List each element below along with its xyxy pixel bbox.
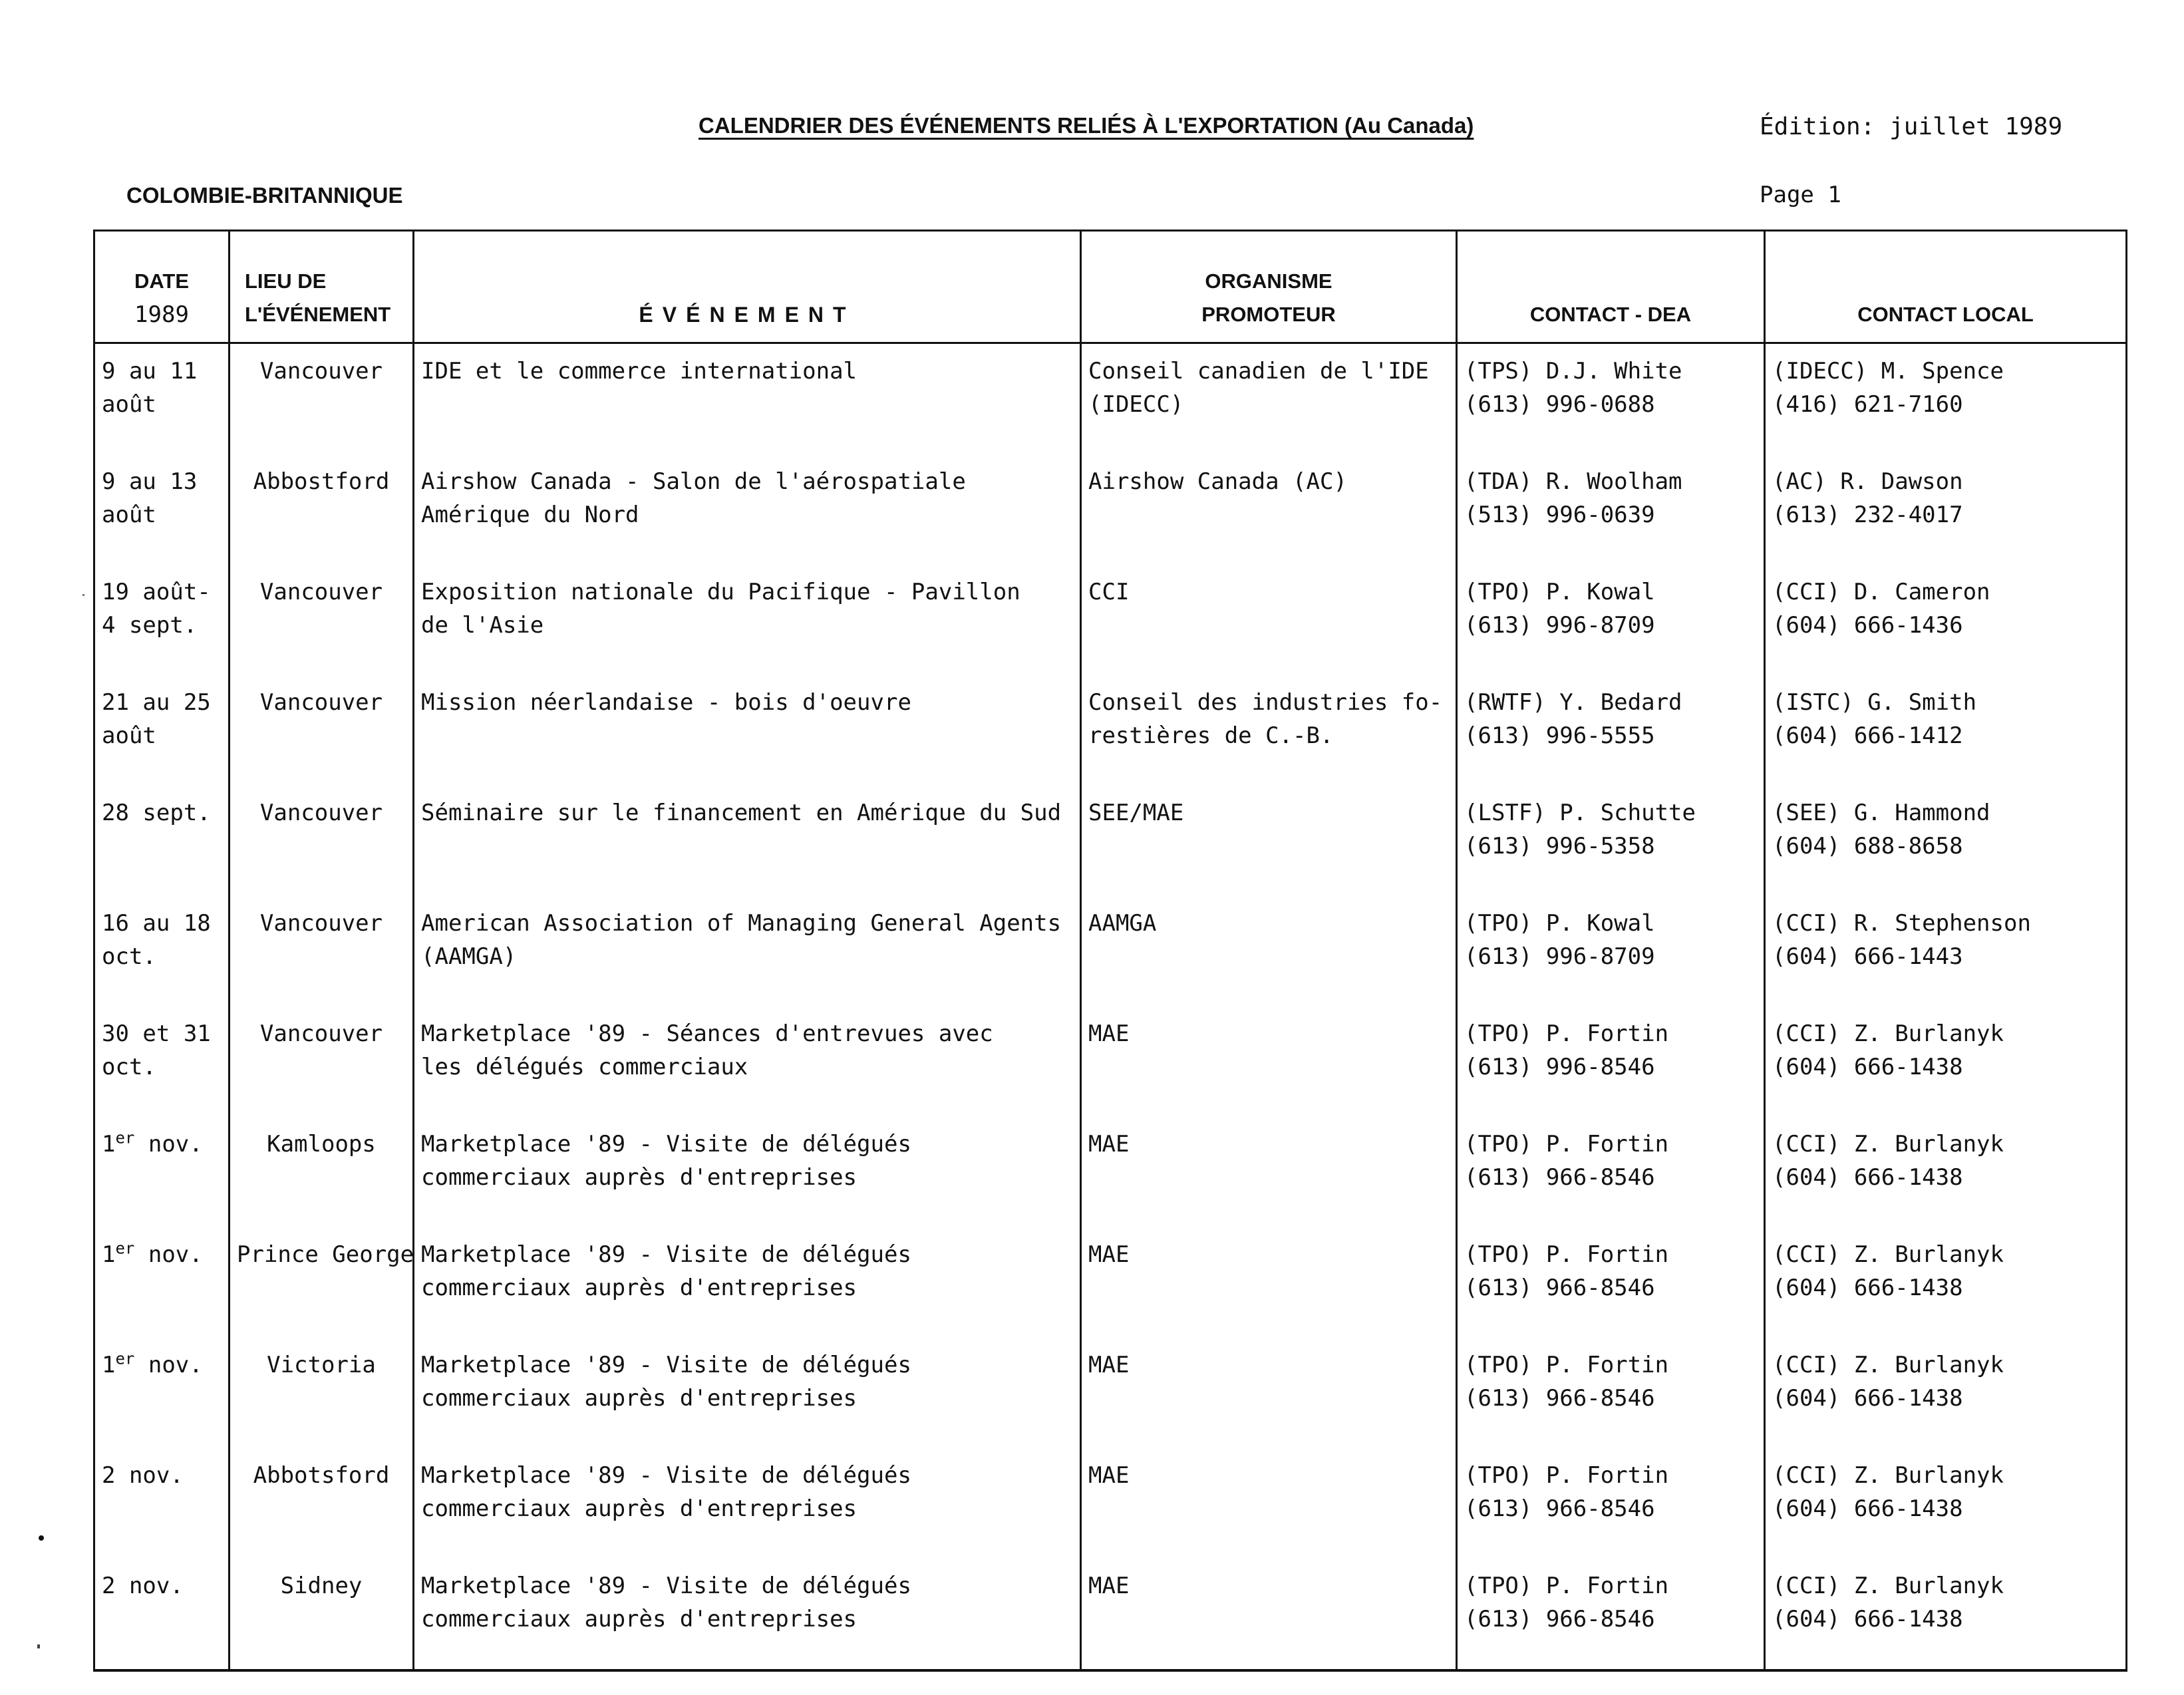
- cell-date: [94, 1006, 230, 1117]
- cell-lieu: [230, 454, 414, 565]
- cell-contact-dea-line: (513) 996-0639: [1464, 502, 1655, 528]
- cell-contact-local-line: (604) 666-1438: [1772, 1054, 1963, 1080]
- cell-organisme-line: SEE/MAE: [1088, 800, 1184, 826]
- cell-date: [94, 1227, 230, 1338]
- cell-lieu: [230, 1227, 414, 1338]
- cell-lieu: [230, 1006, 414, 1117]
- cell-contact-local-line: (604) 666-1436: [1772, 612, 1963, 639]
- header-organisme-line2: PROMOTEUR: [1201, 303, 1336, 326]
- table-row: [94, 675, 2127, 786]
- cell-evenement: [414, 896, 1081, 1006]
- cell-contact-dea: [1457, 1559, 1765, 1670]
- cell-evenement-line: Marketplace '89 - Visite de délégués: [421, 1241, 911, 1268]
- cell-contact-dea-line: (RWTF) Y. Bedard: [1464, 689, 1682, 716]
- cell-contact-local-line: (604) 666-1438: [1772, 1275, 1963, 1301]
- cell-contact-dea: [1457, 565, 1765, 675]
- cell-evenement: [414, 1338, 1081, 1448]
- cell-organisme-line: Conseil des industries fo-: [1088, 689, 1443, 716]
- cell-contact-dea-line: (613) 966-8546: [1464, 1606, 1655, 1632]
- cell-date-line: 21 au 25: [102, 689, 211, 716]
- cell-organisme-line: AAMGA: [1088, 910, 1157, 937]
- cell-date-line: août: [102, 502, 156, 528]
- cell-contact-dea-line: (LSTF) P. Schutte: [1464, 800, 1696, 826]
- cell-contact-dea: [1457, 1227, 1765, 1338]
- cell-contact-dea: [1457, 1448, 1765, 1559]
- cell-contact-local-line: (604) 666-1443: [1772, 943, 1963, 970]
- cell-evenement-line: commerciaux auprès d'entreprises: [421, 1385, 858, 1412]
- table-row: [94, 786, 2127, 896]
- cell-contact-dea: [1457, 1117, 1765, 1227]
- edition-date: Édition: juillet 1989: [1760, 113, 2063, 140]
- cell-evenement-line: Marketplace '89 - Visite de délégués: [421, 1462, 911, 1489]
- cell-evenement: [414, 1117, 1081, 1227]
- cell-date: [94, 675, 230, 786]
- header-organisme: [1081, 231, 1457, 343]
- cell-contact-local-line: (SEE) G. Hammond: [1772, 800, 1990, 826]
- cell-date-line: août: [102, 391, 156, 418]
- cell-contact-dea: [1457, 675, 1765, 786]
- table-row: [94, 343, 2127, 455]
- events-table: [93, 230, 2127, 1672]
- cell-date: [94, 1448, 230, 1559]
- header-lieu-line1: LIEU DE: [245, 269, 327, 293]
- cell-date: [94, 454, 230, 565]
- cell-evenement: [414, 1559, 1081, 1670]
- cell-organisme: [1081, 1006, 1457, 1117]
- cell-organisme: [1081, 786, 1457, 896]
- cell-contact-local-line: (IDECC) M. Spence: [1772, 358, 2004, 385]
- header-lieu-line2: L'ÉVÉNEMENT: [245, 303, 391, 326]
- cell-evenement-line: Séminaire sur le financement en Amérique du Sud: [421, 800, 1062, 826]
- cell-lieu-text: Sidney: [280, 1573, 363, 1599]
- cell-evenement: [414, 343, 1081, 455]
- header-contact-dea: CONTACT - DEA: [1457, 231, 1765, 343]
- cell-contact-dea-line: (613) 996-8709: [1464, 612, 1655, 639]
- cell-evenement-line: commerciaux auprès d'entreprises: [421, 1606, 858, 1632]
- cell-contact-dea-line: (613) 996-0688: [1464, 391, 1655, 418]
- header-date-year: 1989: [134, 301, 189, 328]
- cell-date-line: 4 sept.: [102, 612, 198, 639]
- cell-date-line: 16 au 18: [102, 910, 211, 937]
- cell-organisme-line: CCI: [1088, 579, 1130, 605]
- cell-organisme-line: restières de C.-B.: [1088, 722, 1334, 749]
- header-date-label: DATE: [134, 269, 190, 293]
- cell-contact-local: [1765, 896, 2127, 1006]
- date-text: [102, 1128, 222, 1161]
- cell-date-line: 30 et 31: [102, 1020, 211, 1047]
- cell-date-line: oct.: [102, 943, 156, 970]
- cell-evenement: [414, 786, 1081, 896]
- table-row: [94, 1448, 2127, 1559]
- cell-date: [94, 343, 230, 455]
- cell-lieu-text: Vancouver: [259, 358, 383, 385]
- cell-organisme-line: MAE: [1088, 1241, 1130, 1268]
- table-row: [94, 565, 2127, 675]
- scan-mark: [39, 1535, 44, 1541]
- cell-contact-local: [1765, 1006, 2127, 1117]
- cell-contact-local-line: (CCI) Z. Burlanyk: [1772, 1131, 2004, 1157]
- cell-lieu-text: Vancouver: [259, 910, 383, 937]
- cell-evenement-line: commerciaux auprès d'entreprises: [421, 1495, 858, 1522]
- cell-date: [94, 1559, 230, 1670]
- date-ordinal: er: [115, 1349, 135, 1368]
- cell-contact-local: [1765, 1448, 2127, 1559]
- cell-organisme-line: (IDECC): [1088, 391, 1184, 418]
- cell-evenement-line: Marketplace '89 - Visite de délégués: [421, 1131, 911, 1157]
- cell-evenement: [414, 1227, 1081, 1338]
- cell-organisme-line: Conseil canadien de l'IDE: [1088, 358, 1429, 385]
- cell-evenement-line: Mission néerlandaise - bois d'oeuvre: [421, 689, 911, 716]
- cell-contact-dea-line: (TPO) P. Kowal: [1464, 910, 1655, 937]
- cell-organisme: [1081, 1448, 1457, 1559]
- cell-date-line: 2 nov.: [102, 1462, 184, 1489]
- cell-contact-local: [1765, 675, 2127, 786]
- date-day: 1: [102, 1352, 116, 1378]
- cell-evenement-line: commerciaux auprès d'entreprises: [421, 1164, 858, 1191]
- province-heading: COLOMBIE-BRITANNIQUE: [126, 183, 403, 208]
- cell-organisme: [1081, 454, 1457, 565]
- cell-contact-local-line: (604) 666-1412: [1772, 722, 1963, 749]
- cell-contact-local-line: (604) 666-1438: [1772, 1164, 1963, 1191]
- table-row: [94, 1338, 2127, 1448]
- cell-organisme: [1081, 1559, 1457, 1670]
- cell-organisme: [1081, 565, 1457, 675]
- cell-contact-local-line: (CCI) Z. Burlanyk: [1772, 1352, 2004, 1378]
- header-organisme-line1: ORGANISME: [1205, 269, 1332, 293]
- cell-evenement-line: (AAMGA): [421, 943, 517, 970]
- date-day: 1: [102, 1131, 116, 1157]
- cell-contact-local: [1765, 454, 2127, 565]
- document-title: CALENDRIER DES ÉVÉNEMENTS RELIÉS À L'EXPORTATION (Au Canada): [699, 113, 1474, 138]
- cell-evenement-line: Marketplace '89 - Visite de délégués: [421, 1573, 911, 1599]
- cell-organisme: [1081, 896, 1457, 1006]
- cell-organisme-line: MAE: [1088, 1573, 1130, 1599]
- cell-lieu: [230, 343, 414, 455]
- cell-contact-dea-line: (TPS) D.J. White: [1464, 358, 1682, 385]
- cell-lieu: [230, 786, 414, 896]
- page-number: Page 1: [1760, 182, 1841, 208]
- cell-lieu: [230, 675, 414, 786]
- cell-contact-local-line: (CCI) Z. Burlanyk: [1772, 1573, 2004, 1599]
- cell-contact-dea-line: (613) 966-8546: [1464, 1385, 1655, 1412]
- cell-date-line: oct.: [102, 1054, 156, 1080]
- cell-contact-local: [1765, 343, 2127, 455]
- cell-lieu-text: Vancouver: [259, 1020, 383, 1047]
- cell-contact-local-line: (604) 666-1438: [1772, 1385, 1963, 1412]
- cell-contact-local: [1765, 1338, 2127, 1448]
- cell-contact-dea-line: (TPO) P. Fortin: [1464, 1573, 1669, 1599]
- date-month: nov.: [134, 1241, 203, 1268]
- cell-lieu: [230, 1448, 414, 1559]
- cell-evenement: [414, 675, 1081, 786]
- cell-evenement-line: Exposition nationale du Pacifique - Pavillon: [421, 579, 1020, 605]
- scan-mark: [82, 594, 84, 596]
- date-day: 1: [102, 1241, 116, 1268]
- scan-mark: [37, 1644, 40, 1648]
- cell-organisme-line: MAE: [1088, 1352, 1130, 1378]
- table-header-row: [94, 231, 2127, 343]
- cell-evenement-line: les délégués commerciaux: [421, 1054, 748, 1080]
- cell-evenement: [414, 1448, 1081, 1559]
- cell-date-line: 19 août-: [102, 579, 211, 605]
- cell-contact-local-line: (CCI) Z. Burlanyk: [1772, 1241, 2004, 1268]
- cell-lieu: [230, 1338, 414, 1448]
- table-row: [94, 1559, 2127, 1670]
- cell-contact-dea: [1457, 896, 1765, 1006]
- cell-contact-dea: [1457, 786, 1765, 896]
- cell-contact-local-line: (416) 621-7160: [1772, 391, 1963, 418]
- cell-evenement-line: IDE et le commerce international: [421, 358, 858, 385]
- cell-lieu-text: Prince George: [237, 1241, 414, 1268]
- table-row: [94, 896, 2127, 1006]
- cell-lieu-text: Abbotsford: [253, 1462, 390, 1489]
- cell-organisme: [1081, 1117, 1457, 1227]
- cell-contact-local-line: (CCI) R. Stephenson: [1772, 910, 2031, 937]
- cell-date: [94, 1117, 230, 1227]
- date-month: nov.: [134, 1131, 203, 1157]
- cell-contact-local-line: (CCI) D. Cameron: [1772, 579, 1990, 605]
- cell-contact-local: [1765, 1559, 2127, 1670]
- cell-evenement: [414, 1006, 1081, 1117]
- cell-contact-dea-line: (613) 996-5358: [1464, 833, 1655, 859]
- cell-lieu: [230, 1117, 414, 1227]
- cell-evenement-line: Marketplace '89 - Séances d'entrevues avec: [421, 1020, 993, 1047]
- cell-date: [94, 565, 230, 675]
- cell-evenement-line: Marketplace '89 - Visite de délégués: [421, 1352, 911, 1378]
- date-text: [102, 1238, 222, 1271]
- cell-contact-local-line: (604) 688-8658: [1772, 833, 1963, 859]
- cell-lieu: [230, 565, 414, 675]
- date-month: nov.: [134, 1352, 203, 1378]
- cell-contact-dea: [1457, 343, 1765, 455]
- cell-evenement-line: Airshow Canada - Salon de l'aérospatiale: [421, 468, 966, 495]
- cell-organisme: [1081, 675, 1457, 786]
- cell-lieu-text: Kamloops: [267, 1131, 376, 1157]
- cell-lieu: [230, 1559, 414, 1670]
- cell-contact-dea-line: (613) 966-8546: [1464, 1495, 1655, 1522]
- cell-organisme: [1081, 1338, 1457, 1448]
- table-row: [94, 1117, 2127, 1227]
- cell-contact-dea-line: (613) 996-8546: [1464, 1054, 1655, 1080]
- cell-contact-dea-line: (613) 966-8546: [1464, 1275, 1655, 1301]
- cell-contact-local-line: (604) 666-1438: [1772, 1606, 1963, 1632]
- cell-date-line: 28 sept.: [102, 800, 211, 826]
- table-row: [94, 1006, 2127, 1117]
- cell-organisme-line: Airshow Canada (AC): [1088, 468, 1347, 495]
- cell-contact-dea: [1457, 1338, 1765, 1448]
- cell-contact-dea-line: (TPO) P. Kowal: [1464, 579, 1655, 605]
- header-lieu: [230, 231, 414, 343]
- cell-contact-local: [1765, 1117, 2127, 1227]
- cell-date-line: 2 nov.: [102, 1573, 184, 1599]
- header-date: [94, 231, 230, 343]
- cell-evenement: [414, 454, 1081, 565]
- cell-date-line: 9 au 13: [102, 468, 198, 495]
- cell-contact-dea-line: (TPO) P. Fortin: [1464, 1462, 1669, 1489]
- cell-organisme-line: MAE: [1088, 1131, 1130, 1157]
- cell-contact-dea: [1457, 454, 1765, 565]
- cell-evenement-line: American Association of Managing General Agents: [421, 910, 1062, 937]
- cell-evenement-line: de l'Asie: [421, 612, 544, 639]
- cell-contact-dea: [1457, 1006, 1765, 1117]
- cell-contact-dea-line: (613) 966-8546: [1464, 1164, 1655, 1191]
- cell-lieu-text: Victoria: [267, 1352, 376, 1378]
- cell-date-line: 9 au 11: [102, 358, 198, 385]
- header-contact-local: CONTACT LOCAL: [1765, 231, 2127, 343]
- cell-lieu-text: Vancouver: [259, 800, 383, 826]
- table-row: [94, 1227, 2127, 1338]
- cell-contact-local-line: (CCI) Z. Burlanyk: [1772, 1462, 2004, 1489]
- cell-organisme-line: MAE: [1088, 1462, 1130, 1489]
- cell-contact-dea-line: (TPO) P. Fortin: [1464, 1020, 1669, 1047]
- cell-date-line: août: [102, 722, 156, 749]
- cell-lieu-text: Abbostford: [253, 468, 390, 495]
- cell-contact-local-line: (613) 232-4017: [1772, 502, 1963, 528]
- cell-contact-local: [1765, 565, 2127, 675]
- cell-contact-dea-line: (613) 996-8709: [1464, 943, 1655, 970]
- cell-contact-local-line: (CCI) Z. Burlanyk: [1772, 1020, 2004, 1047]
- cell-evenement-line: commerciaux auprès d'entreprises: [421, 1275, 858, 1301]
- cell-date: [94, 1338, 230, 1448]
- cell-contact-local-line: (AC) R. Dawson: [1772, 468, 1963, 495]
- cell-organisme-line: MAE: [1088, 1020, 1130, 1047]
- cell-contact-local: [1765, 1227, 2127, 1338]
- table-row: [94, 454, 2127, 565]
- cell-lieu-text: Vancouver: [259, 579, 383, 605]
- cell-contact-local-line: (604) 666-1438: [1772, 1495, 1963, 1522]
- cell-lieu-text: Vancouver: [259, 689, 383, 716]
- date-ordinal: er: [115, 1239, 135, 1258]
- cell-contact-local-line: (ISTC) G. Smith: [1772, 689, 1977, 716]
- cell-evenement-line: Amérique du Nord: [421, 502, 639, 528]
- cell-contact-dea-line: (TDA) R. Woolham: [1464, 468, 1682, 495]
- cell-contact-dea-line: (TPO) P. Fortin: [1464, 1241, 1669, 1268]
- cell-contact-dea-line: (TPO) P. Fortin: [1464, 1352, 1669, 1378]
- cell-evenement: [414, 565, 1081, 675]
- date-ordinal: er: [115, 1128, 135, 1148]
- cell-contact-local: [1765, 786, 2127, 896]
- cell-organisme: [1081, 1227, 1457, 1338]
- header-evenement: ÉVÉNEMENT: [414, 231, 1081, 343]
- cell-contact-dea-line: (TPO) P. Fortin: [1464, 1131, 1669, 1157]
- cell-date: [94, 896, 230, 1006]
- cell-contact-dea-line: (613) 996-5555: [1464, 722, 1655, 749]
- date-text: [102, 1348, 222, 1382]
- cell-lieu: [230, 896, 414, 1006]
- cell-organisme: [1081, 343, 1457, 455]
- cell-date: [94, 786, 230, 896]
